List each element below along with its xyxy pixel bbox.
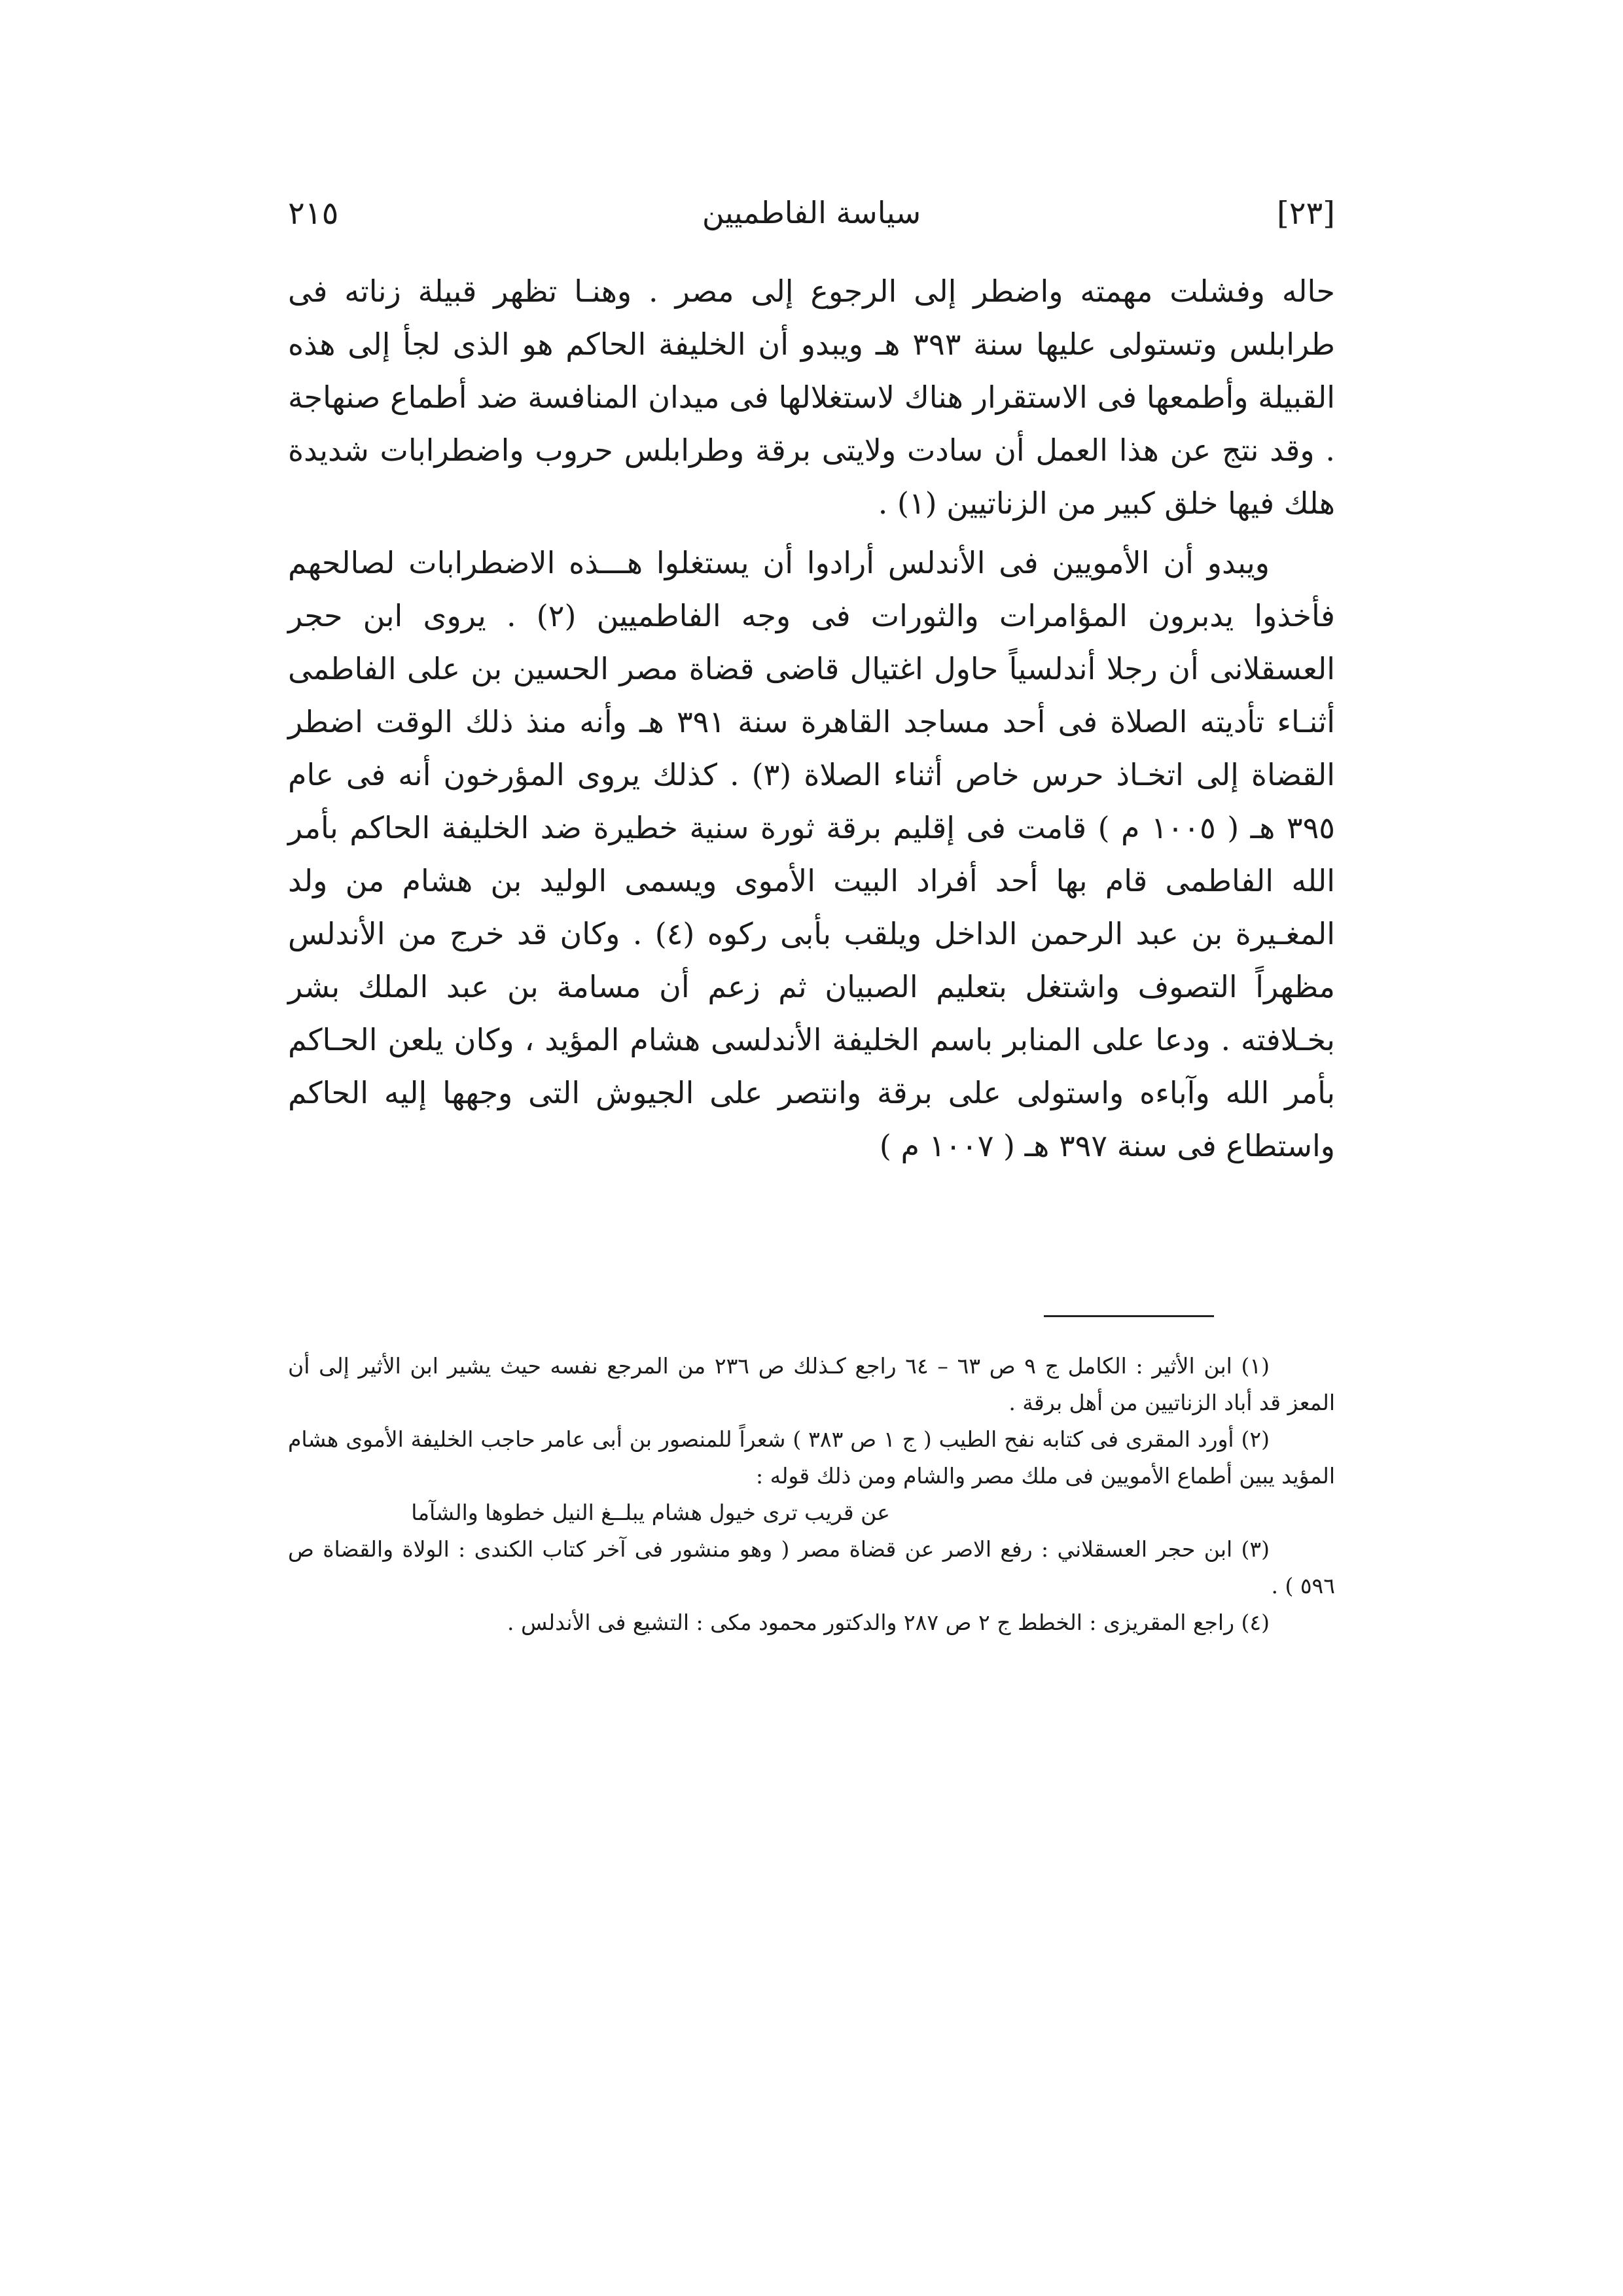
footnote: (٤) راجع المقريزى : الخطط ج ٢ ص ٢٨٧ والدكتور محمود مكى : التشيع فى الأندلس . (507, 1610, 1270, 1635)
running-title: سياسة الفاطميين (702, 195, 921, 230)
footnote-verse: عن قريب ترى خيول هشام يبلــغ النيل خطوها والشآما (411, 1500, 890, 1525)
paragraph: ويبدو أن الأمويين فى الأندلس أرادوا أن يستغلوا هـــذه الاضطرابات لصالحهم فأخذوا يدبرون المؤامرات والثورات فى وجه الفاطميين (٢) . يروى ابن حجر العسقلانى أن رجلا أندلسياً حاول اغتيال قاضى قضاة مصر الحسين بن على الفاطمى أثنـاء تأديته الصلاة فى أحد مساجد القاهرة سنة ٣٩١ هـ وأنه منذ ذلك الوقت اضطر القضاة إلى اتخـاذ حرس خاص أثناء الصلاة (٣) . كذلك يروى المؤرخون أنه فى عام ٣٩٥ هـ ( ١٠٠٥ م ) قامت فى إقليم برقة ثورة سنية خطيرة ضد الخليفة الحاكم بأمر الله الفاطمى قام بها أحد أفراد البيت الأموى ويسمى الوليد بن هشام من ولد المغـيرة بن عبد الرحمن الداخل ويلقب بأبى ركوه (٤) . وكان قد خرج من الأندلس مظهراً التصوف واشتغل بتعليم الصبيان ثم زعم أن مسامة بن عبد الملك بشر بخـلافته . ودعا على المنابر باسم الخليفة الأندلسى هشام المؤيد ، وكان يلعن الحـاكم بأمر الله وآباءه واستولى على برقة وانتصر على الجيوش التى وجهها إليه الحاكم واستطاع فى سنة ٣٩٧ هـ ( ١٠٠٧ م ) (288, 545, 1336, 1163)
footnote: (٢) أورد المقرى فى كتابه نفح الطيب ( ج ١ ص ٣٨٣ ) شعراً للمنصور بن أبى عامر حاجب الخليفة الأموى هشام المؤيد يبين أطماع الأمويين فى ملك مصر والشام ومن ذلك قوله : (288, 1426, 1335, 1489)
paragraph: حاله وفشلت مهمته واضطر إلى الرجوع إلى مصر . وهنـا تظهر قبيلة زناته فى طرابلس وتستولى عليها سنة ٣٩٣ هـ ويبدو أن الخليفة الحاكم هو الذى لجأ إلى هذه القبيلة وأطمعها فى الاستقرار هناك لاستغلالها فى ميدان المنافسة ضد أطماع صنهاجة . وقد نتج عن هذا العمل أن سادت ولايتى برقة وطرابلس حروب واضطرابات شديدة هلك فيها خلق كبير من الزناتيين (١) . (288, 274, 1335, 521)
footnote: (١) ابن الأثير : الكامل ج ٩ ص ٦٣ – ٦٤ راجع كـذلك ص ٢٣٦ من المرجع نفسه حيث يشير ابن الأثير إلى أن المعز قد أباد الزناتيين من أهل برقة . (288, 1353, 1335, 1415)
page-header (288, 195, 1335, 247)
page-number: ٢١٥ (288, 195, 339, 232)
main-text (288, 265, 1335, 1173)
section-number: [٢٣] (1276, 195, 1335, 232)
footnote: (٣) ابن حجر العسقلاني : رفع الاصر عن قضاة مصر ( وهو منشور فى آخر كتاب الكندى : الولاة والقضاة ص ٥٩٦ ) . (288, 1536, 1335, 1598)
footnote-divider (1044, 1315, 1214, 1317)
footnotes (288, 1348, 1335, 1641)
